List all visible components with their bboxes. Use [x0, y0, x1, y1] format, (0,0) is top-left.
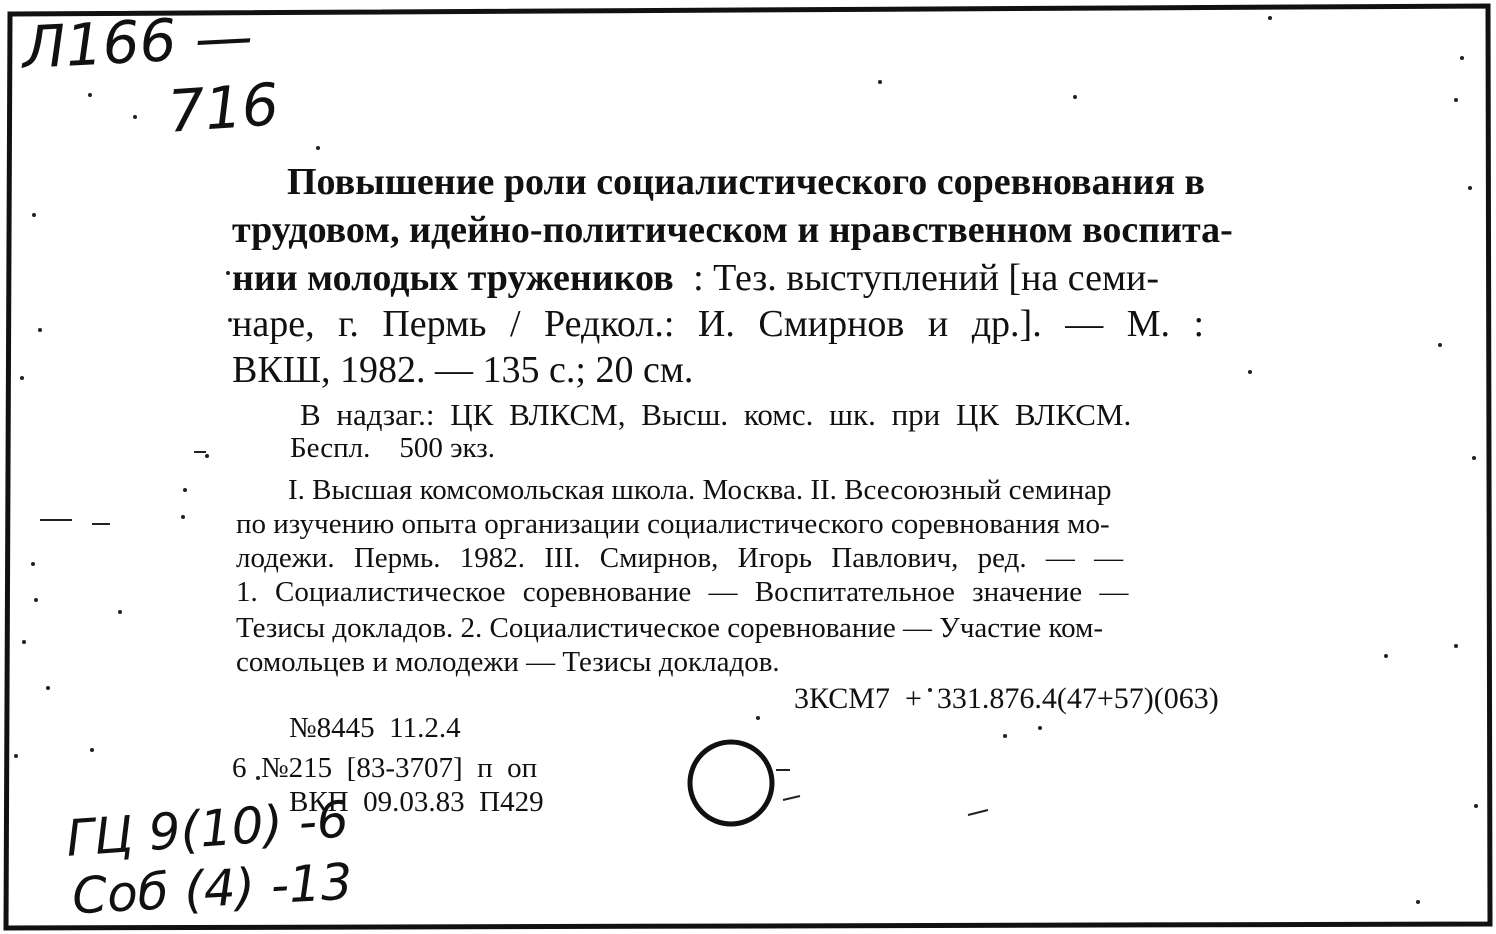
imprint-line-3: ВКП 09.03.83 П429: [289, 786, 544, 818]
notes-line-2: Беспл. 500 экз.: [290, 432, 495, 464]
title-line-1: Повышение роли социалистического соревнования в: [287, 161, 1205, 203]
title-line-2-text: трудовом, идейно-политическом и нравственном воспита-: [232, 209, 1233, 251]
title-line-2: [232, 208, 1396, 252]
title-line-5: ВКШ, 1982. — 135 с.; 20 см.: [232, 349, 694, 391]
subjects-line-2: по изучению опыта организации социалистического соревнования мо-: [236, 508, 1110, 540]
title-line-4: наре, г. Пермь / Редкол.: И. Смирнов и др.]. — М. :: [232, 303, 1205, 345]
handwritten-top-line1: Л166 —: [20, 2, 255, 82]
subjects-line-6: сомольцев и молодежи — Тезисы докладов.: [236, 646, 780, 678]
title-line-3-bold: нии молодых тружеников: [232, 257, 674, 299]
subjects-line-1: I. Высшая комсомольская школа. Москва. II. Всесоюзный семинар: [288, 474, 1112, 506]
handwritten-bottom-line1: ГЦ 9(10) -6: [64, 790, 351, 868]
subjects-line-4: 1. Социалистическое соревнование — Воспитательное значение —: [236, 576, 1129, 608]
handwritten-bottom-line2: Соб (4) -13: [70, 852, 354, 926]
classification-index: 3КСМ7 + 331.876.4(47+57)(063): [794, 682, 1219, 715]
subjects-line-5: Тезисы докладов. 2. Социалистическое соревнование — Участие ком-: [236, 612, 1104, 644]
imprint-line-2: 6 №215 [83-3707] п оп: [232, 752, 538, 784]
subjects-line-3: лодежи. Пермь. 1982. III. Смирнов, Игорь Павлович, ред. — —: [236, 542, 1124, 574]
imprint-line-1: №8445 11.2.4: [289, 712, 461, 744]
stamp-circle: [690, 742, 772, 824]
title-line-3: [232, 256, 1396, 300]
handwritten-top-line2: 716: [165, 70, 281, 146]
notes-line-1: В надзаг.: ЦК ВЛКСМ, Высш. комс. шк. при ЦК ВЛКСМ.: [300, 397, 1132, 432]
title-line-3-rest: : Тез. выступлений [на семи-: [693, 257, 1159, 299]
